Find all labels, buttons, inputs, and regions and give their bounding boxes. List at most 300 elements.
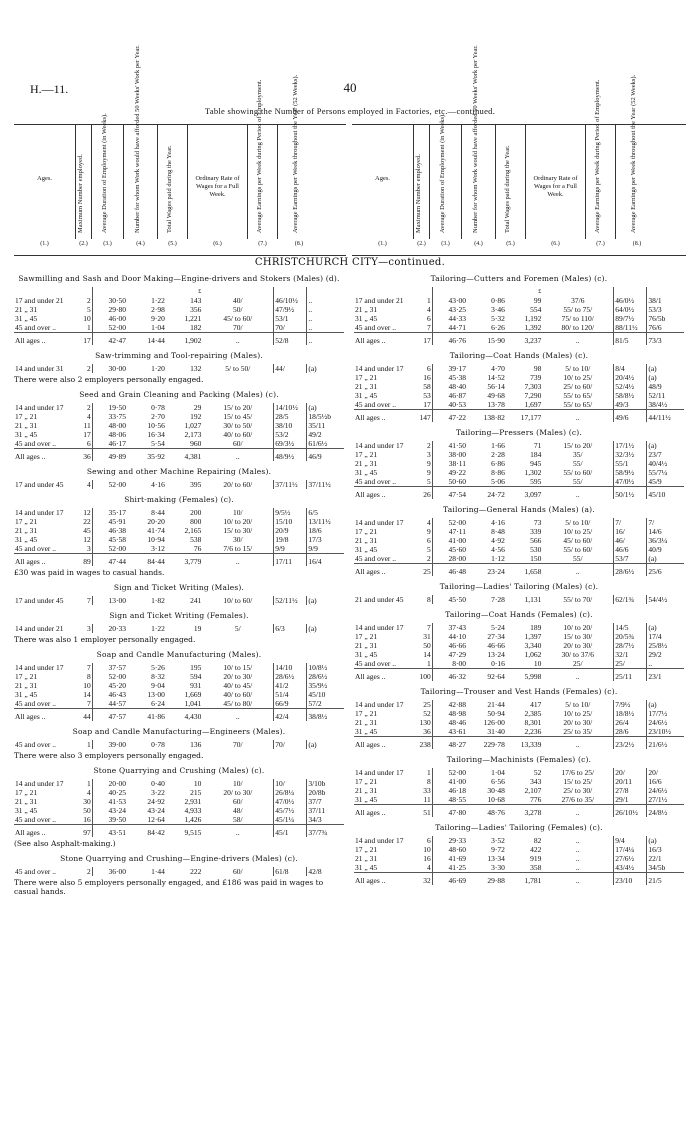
section-title: Seed and Grain Cleaning and Packing (Males) (c). [79,390,279,399]
table-cell: 16/3 [647,845,684,854]
table-cell: 17 „ 21 [355,450,378,459]
table-cell: 55/ [572,554,583,563]
table-cell: .. [542,487,613,500]
table-row [354,786,684,795]
table-cell: 55/ to 70/ [563,595,593,604]
table-cell: 46·18 [448,786,467,795]
table-cell: 238 [416,737,433,750]
table-cell: 1·44 [151,867,165,876]
table-cell: 16/4 [307,554,344,567]
table-cell: 55/ to 65/ [563,391,593,400]
section-note: £30 was paid in wages to casual hands. [14,568,165,577]
table-cell: 47·57 [92,709,127,722]
table-cell: 37/11½ [307,480,344,489]
table-cell: 21 „ 31 [15,305,38,314]
table-cell: 10·56 [147,421,165,430]
table-cell: 1,131 [524,595,542,604]
section-title: Stone Quarrying and Crushing (Males) (c). [93,766,265,775]
table-cell [274,287,307,296]
table-cell: 47·44 [92,554,127,567]
column-number: (7.) [258,241,267,247]
table-cell: 40·53 [448,400,467,409]
table-cell: 26/4 [614,718,647,727]
table-cell: 2·98 [151,305,165,314]
table-cell: .. [542,805,613,818]
table-cell: 422 [530,845,542,854]
table-cell: 1,697 [524,400,542,409]
table-cell: 5·32 [491,314,505,323]
table-cell: 10/8½ [307,663,344,672]
table-cell: 2,165 [184,526,202,535]
table-cell: 6 [416,364,433,373]
section-table [354,836,684,885]
table-cell: 34/3 [307,815,344,825]
table-cell: 130 [416,718,433,727]
table-cell: 16/6 [647,777,684,786]
table-cell: 20·20 [147,517,165,526]
table-cell: 47·22 [432,410,467,423]
table-row [354,382,684,391]
table-section [354,428,684,499]
table-cell: 25/ to 60/ [563,382,593,391]
table-cell: 46/ [614,536,647,545]
table-cell: 40/ [232,296,243,305]
table-cell: 41·69 [448,854,467,863]
table-cell: 46/10½ [274,296,307,305]
section-title: Sign and Ticket Writing (Females). [109,611,249,620]
table-cell: 0·16 [491,659,505,668]
table-cell: 50 [416,641,433,650]
table-cell: 9/5½ [274,508,307,517]
table-cell: 9 [416,459,433,468]
table-cell: 4·56 [491,545,505,554]
table-row [354,709,684,718]
table-section [14,766,344,848]
column-header-2 [76,125,92,247]
table-cell: 3,278 [506,805,543,818]
table-cell: 31 „ 45 [355,795,378,804]
table-cell: 37/11½ [274,480,307,489]
table-cell: 34/5b [647,863,684,873]
table-cell: 6/3 [274,624,307,633]
table-cell: 17 „ 21 [355,527,378,536]
table-cell: 10/ to 60/ [223,596,253,605]
table-cell: 57/2 [307,699,344,709]
table-cell: 55/ [572,477,583,486]
table-row [354,623,684,632]
table-cell: 4 [416,518,433,527]
table-cell: 36 [76,449,93,462]
table-cell: 25 [416,564,433,577]
table-row [354,854,684,863]
table-cell: 43·25 [448,305,467,314]
table-cell: 1 [76,779,93,788]
table-cell: 45/ to 80/ [223,699,253,708]
table-cell: 4·16 [491,518,505,527]
section-title: Tailoring—General Hands (Males) (a). [443,505,595,514]
table-row [354,459,684,468]
table-cell: (a) [647,441,684,450]
table-cell: 23/1 [647,669,684,682]
table-cell: 69/3½ [274,439,307,449]
currency-unit: £ [198,288,202,295]
table-cell: 81/5 [614,333,647,346]
column-number: (1.) [378,241,387,247]
table-cell: 47·29 [448,650,467,659]
table-row [354,659,684,669]
table-cell: .. [542,333,613,346]
table-cell: 73/3 [647,333,684,346]
table-cell: 61/8 [274,867,307,876]
section-table [14,596,344,605]
table-cell: 82 [533,836,542,845]
table-cell: 14 and under 17 [15,403,64,412]
table-cell: 45 [76,526,93,535]
table-cell: 46·17 [108,439,127,448]
table-cell: 45/10 [307,690,344,699]
table-row [354,323,684,333]
table-cell: 192 [190,412,202,421]
column-header-7 [248,79,278,247]
table-cell: 45·50 [448,595,467,604]
table-cell: 46/6 [614,545,647,554]
table-cell: 11 [416,795,433,805]
table-cell: 25 [416,700,433,709]
table-cell: 10 [76,314,93,323]
table-cell: 53/1 [274,314,307,323]
section-note: There were also 3 employers personally engaged. [14,751,204,760]
table-cell: 7/ [614,518,647,527]
table-cell: 40/9 [647,545,684,554]
table-cell: 2 [416,441,433,450]
table-cell: 21 „ 31 [15,526,38,535]
table-cell: 70/ [274,740,307,749]
table-cell: .. [647,659,684,669]
table-row [14,517,344,526]
table-cell: 36 [416,727,433,737]
table-cell: 13·00 [147,690,165,699]
table-cell: 45/ to 60/ [563,536,593,545]
table-cell: 15/10 [274,517,307,526]
table-cell: 38/8½ [307,709,344,722]
table-cell: 10/ [232,779,243,788]
city-heading: CHRISTCHURCH CITY—continued. [254,257,446,268]
table-cell: 8 [416,595,433,604]
table-cell: 30·00 [108,364,127,373]
table-cell: 40·25 [108,788,127,797]
table-cell: 88/11½ [614,323,647,333]
table-cell: 64/0½ [614,305,647,314]
table-cell: 43·00 [448,296,467,305]
table-cell: 50 [76,806,93,815]
column-header-8 [616,74,658,247]
table-cell: 25/ to 30/ [563,786,593,795]
table-cell: All ages .. [354,669,416,682]
table-cell: 10·68 [487,795,505,804]
section-table [354,518,684,576]
column-header-label: Total Wages paid during the Year. [165,145,173,233]
table-cell: 5/ to 10/ [565,364,591,373]
table-cell: 29·33 [448,836,467,845]
section-table [354,700,684,749]
table-cell: 28/6½ [274,672,307,681]
table-cell: 55/1 [614,459,647,468]
table-cell: 31 „ 45 [355,650,378,659]
table-cell: 6·56 [491,777,505,786]
table-cell: 16 [76,815,93,825]
table-row [14,624,344,633]
table-cell: 566 [530,536,542,545]
table-cell: 4·92 [491,536,505,545]
table-row [14,815,344,825]
table-cell: 16/ [614,527,647,536]
table-cell: All ages .. [14,449,76,462]
table-cell: .. [307,333,344,346]
section-title: Tailoring—Trouser and Vest Hands (Females) (c). [420,687,618,696]
table-row [14,439,344,449]
table-cell: 98 [533,364,542,373]
table-cell: 36/3¼ [647,536,684,545]
table-cell: 46·38 [108,526,127,535]
table-cell [542,287,613,296]
column-number: (8.) [632,241,642,247]
table-cell: 43·61 [448,727,467,736]
table-cell: 184 [530,450,542,459]
table-cell: 58 [416,382,433,391]
table-cell: 20/11 [614,777,647,786]
table-cell: 19·50 [108,403,127,412]
table-cell: 25/11 [614,669,647,682]
table-cell: 25/8½ [647,641,684,650]
table-cell: 55/ [572,459,583,468]
section-title: Stone Quarrying and Crushing—Engine-drivers (Males) (c). [60,854,298,863]
table-cell: 47/9½ [274,305,307,314]
table-cell: 7 [416,323,433,333]
table-cell: 1·22 [151,624,165,633]
table-row [354,305,684,314]
table-row [354,845,684,854]
column-number: (5.) [506,241,515,247]
table-cell: 49/3 [614,400,647,410]
table-cell: 8·32 [151,672,165,681]
table-cell [432,287,467,296]
table-cell: 45 and over .. [355,659,397,668]
table-cell: 16·34 [147,430,165,439]
table-row [14,305,344,314]
table-cell: 14 and under 17 [15,508,64,517]
table-cell: 37/6 [571,296,585,305]
table-cell: 7 [416,623,433,632]
table-cell: 29·88 [467,873,506,886]
table-cell: 3,340 [524,641,542,650]
table-cell: 44 [76,709,93,722]
table-cell: 46/9 [307,449,344,462]
table-cell: 1 [416,659,433,669]
section-title: Soap and Candle Manufacturing—Engineers (Males). [72,727,286,736]
table-cell: 21 „ 31 [15,797,38,806]
table-cell: 6·86 [491,459,505,468]
table-cell: 4 [76,480,93,489]
table-cell: 200 [190,508,202,517]
table-cell: 27·34 [487,632,505,641]
table-section [354,687,684,749]
table-row [354,536,684,545]
table-section [14,390,344,461]
table-cell: 76/5b [647,314,684,323]
table-cell: 44·33 [448,314,467,323]
table-cell: 7,290 [524,391,542,400]
table-cell: 31 „ 45 [15,690,38,699]
table-cell: 36·00 [108,867,127,876]
table-cell: 17/11 [274,554,307,567]
table-cell: 20/ to 30/ [563,718,593,727]
table-cell: 52/11½ [274,596,307,605]
table-cell: 6/5 [307,508,344,517]
column-header-1 [352,125,414,247]
table-cell: 2 [76,867,93,876]
column-header-label: Average Earnings per Week during Period of Employment. [593,79,601,233]
table-cell: 24·92 [147,797,165,806]
table-cell: 31 „ 45 [355,863,378,872]
table-cell: .. [307,296,344,305]
table-cell: 21 „ 31 [355,459,378,468]
table-cell: 28·00 [448,554,467,563]
table-cell: 0·78 [151,740,165,749]
table-cell: 13,339 [506,737,543,750]
table-cell: 24/6½ [647,718,684,727]
table-cell: 14 and under 17 [355,700,404,709]
table-cell: All ages .. [14,554,76,567]
section-note: There were also 5 employers personally engaged, and £186 was paid in wages to casual hands. [14,878,324,896]
table-cell: 20/ to 30/ [223,788,253,797]
table-cell: 21/6½ [647,737,684,750]
table-cell: 41·50 [448,441,467,450]
currency-unit: £ [538,288,542,295]
table-row [14,690,344,699]
table-cell: All ages .. [354,873,416,886]
table-cell: 17/3 [307,535,344,544]
table-cell: 776 [530,795,542,804]
section-table [354,623,684,681]
table-cell: 40/ to 60/ [223,690,253,699]
table-cell: 46·76 [432,333,467,346]
table-cell: 30·48 [487,786,505,795]
table-cell: 37·43 [448,623,467,632]
table-cell: 27/6½ [614,854,647,863]
table-cell: 28/7½ [614,641,647,650]
total-row [14,709,344,722]
table-cell: 25/ [614,659,647,669]
table-cell: 27/8 [614,786,647,795]
table-cell: 739 [530,373,542,382]
table-cell: 5/ to 10/ [565,518,591,527]
table-cell: 17/4 [647,632,684,641]
column-number: (1.) [40,241,49,247]
table-cell: 1·04 [151,323,165,332]
table-cell: 39·50 [108,815,127,824]
table-cell: 7 [76,663,93,672]
table-cell: 29 [193,403,202,412]
table-cell [614,287,647,296]
table-cell: 46·43 [108,690,127,699]
table-cell: 17 [416,400,433,410]
table-title: Table showing the Number of Persons employed in Factories, etc.—continued. [204,106,496,116]
table-cell: 9/9 [274,544,307,554]
table-cell: 39·17 [448,364,467,373]
table-cell: 58/9½ [614,468,647,477]
table-cell: 0·78 [151,403,165,412]
column-number: (6.) [551,241,560,247]
table-cell [14,287,76,296]
table-cell: All ages .. [354,487,416,500]
table-cell: 42/8 [307,867,344,876]
table-cell: 71 [533,441,542,450]
table-cell: 21 „ 31 [15,681,38,690]
table-cell: 37/11 [307,806,344,815]
table-cell: 20/4½ [614,373,647,382]
table-cell: 26 [416,487,433,500]
table-cell: 1,192 [524,314,542,323]
table-cell: 44·10 [448,632,467,641]
table-cell: 20·33 [108,624,127,633]
table-cell: 48/ [232,806,243,815]
table-cell: 20/ [614,768,647,777]
table-cell: All ages .. [354,564,416,577]
table-cell: 17/4¼ [614,845,647,854]
table-cell: 10/ to 25/ [563,373,593,382]
table-cell: 30/ [232,535,243,544]
table-cell: 50·60 [448,477,467,486]
table-cell: 12·64 [147,815,165,824]
table-cell: 45·58 [108,535,127,544]
table-cell: (a) [647,364,684,373]
table-cell: 84·44 [127,554,166,567]
section-table [354,441,684,499]
table-cell: 1,027 [184,421,202,430]
table-cell: 5,998 [506,669,543,682]
table-cell: 4,933 [184,806,202,815]
table-cell: 49/6 [614,410,647,423]
table-cell: 4,430 [166,709,203,722]
table-cell: 18/8½ [614,709,647,718]
table-cell: 1,221 [184,314,202,323]
table-cell: 55/ to 60/ [563,468,593,477]
table-row [354,545,684,554]
table-cell: 13·24 [487,650,505,659]
table-cell: 52/4½ [614,382,647,391]
table-row [14,403,344,412]
table-cell: 9 [416,527,433,536]
table-cell: 27/1½ [647,795,684,805]
table-cell: 54/4½ [647,595,684,604]
table-row [14,596,344,605]
table-cell: 3 [76,544,93,554]
table-cell: 14 and under 17 [15,663,64,672]
total-row [354,873,684,886]
table-cell: 21 „ 31 [15,421,38,430]
table-cell: 17/6 to 25/ [561,768,595,777]
section-title: Tailoring—Ladies' Tailoring (Males) (c). [439,582,599,591]
table-cell: 38/4½ [647,400,684,410]
table-cell: 89/7½ [614,314,647,323]
table-cell: 16 [416,373,433,382]
table-row [354,727,684,737]
table-cell: 195 [190,663,202,672]
table-cell: 53/3 [647,305,684,314]
table-cell: 17 and under 21 [15,296,64,305]
table-cell: 143 [190,296,202,305]
table-cell: 100 [416,669,433,682]
